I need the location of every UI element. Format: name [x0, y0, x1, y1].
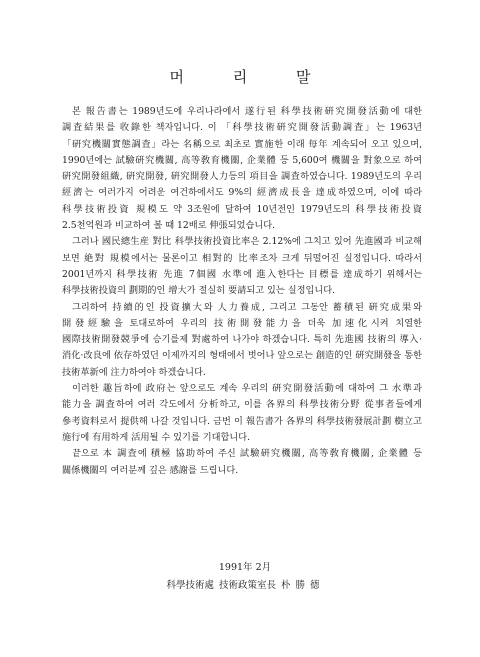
- paragraph: 이러한 趣旨하에 政府는 앞으로도 계속 우리의 硏究開發活動에 대하여 그 水準과 能力을 調査하여 여러 각도에서 分析하고, 이를 各界의 科學技術分野 從事者들에게 參考資料로서 提供해 나갈 것입니다. 금번 이 報告書가 各界의 科學技術發展計劃 樹立고 施行에 有用하게 活用될 수 있기를 기대합니다.: [62, 383, 422, 443]
- paragraph: 끝으로 本 調査에 積極 協助하여 주신 試驗硏究機關, 高等敎育機關, 企業體 등 關係機關의 여러분께 깊은 感謝를 드립니다.: [62, 448, 422, 476]
- paragraph: 본 報告書는 1989년도에 우리나라에서 遂行된 科學技術硏究開發活動에 대한 調査結果를 收錄한 책자입니다. 이 「科學技術硏究開發活動調査」는 1963년 「硏究機關實態調査」라는 名稱으로 최초로 實施한 이래 每年 계속되어 오고 있으며, 1990년에는 試驗硏究機關, 高等敎育機關, 企業體 등 5,600여 機關을 對象으로 하여 硏究開發組織, 硏究開發, 硏究開發人力등의 項目을 調査하였습니다. 1989년도의 우리 經濟는 여러가지 어려운 여건하에서도 9%의 經濟成長을 達成하였으며, 이에 따라 科學技術投資 規模도 약 3조원에 달하여 10년전인 1979년도의 科學技術投資 2.5천억원과 비교하여 볼 때 12배로 伸張되었습니다.: [62, 106, 422, 232]
- document-date: 1991年 2月: [218, 562, 272, 573]
- paragraph: 그러나 國民總生産 對比 科學技術投資比率은 2.12%에 그치고 있어 先進國과 비교해 보면 絶對 規模에서는 물론이고 相對的 比率조차 크게 뒤떨어진 실정입니다. 따라서 2001년까지 科學技術 先進 7個國 水準에 進入한다는 目標를 達成하기 위해서는 科學技術投資의 劃期的인 增大가 절실히 要請되고 있는 실정입니다.: [62, 236, 422, 297]
- preface-body: [62, 104, 422, 479]
- paragraph: 그리하여 持續的인 投資擴大와 人力養成, 그리고 그동안 蓄積된 硏究成果와 開發經驗을 토대로하여 우리의 技術開發能力을 더욱 加速化시켜 치열한 國際技術開發競爭에 승기를제 對處하여 나가야 하겠습니다. 특히 先進國 技術의 導入·消化·改良에 依存하였던 이제까지의 형태에서 벗어나 앞으로는 創造的인 硏究開發을 통한 技術革新에 注力하여야 하겠습니다.: [62, 301, 422, 378]
- page-title: 머 리 말: [169, 68, 333, 86]
- signature-line: 科學技術處 技術政策室長 朴 勝 德: [166, 580, 320, 591]
